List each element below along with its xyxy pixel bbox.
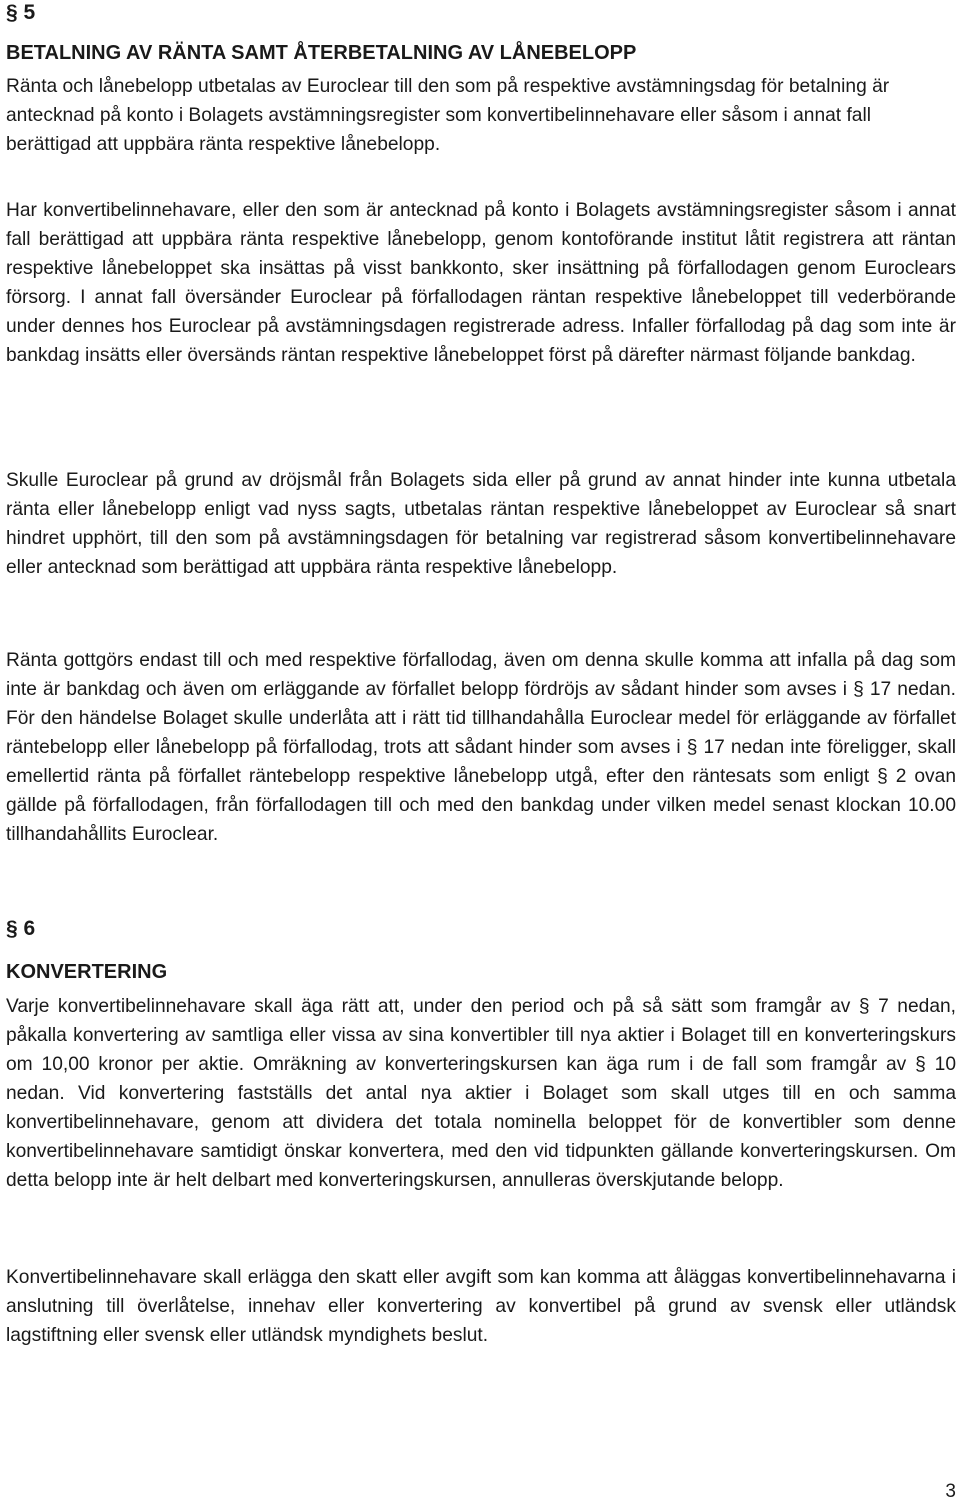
section-heading: KONVERTERING (6, 961, 168, 983)
paragraph: Ränta gottgörs endast till och med respektive förfallodag, även om denna skulle komma att infalla på dag som inte är bankdag och även om erläggande av förfallet belopp fördröjs av sådant hinder som avses i § 17 nedan. För den händelse Bolaget skulle underlåta att i rätt tid tillhandahålla Euroclear medel för erläggande av förfallet räntebelopp eller lånebelopp på förfallodag, trots att sådant hinder som avses i § 17 nedan inte föreligger, skall emellertid ränta på förfallet räntebelopp respektive lånebelopp utgå, efter den räntesats som enligt § 2 ovan gällde på förfallodagen, från förfallodagen till och med den bankdag under vilken medel senast klockan 10.00 tillhandahållits Euroclear. (6, 650, 956, 845)
paragraph: Skulle Euroclear på grund av dröjsmål från Bolagets sida eller på grund av annat hinder inte kunna utbetala ränta eller lånebelopp enligt vad nyss sagts, utbetalas räntan respektive lånebeloppet av Euroclear så snart hindret upphört, till den som på avstämningsdagen för betalning var registrerad såsom konvertibelinnehavare eller antecknad som berättigad att uppbära ränta respektive lånebelopp. (6, 470, 956, 578)
section-number: § 6 (6, 917, 36, 940)
paragraph: Ränta och lånebelopp utbetalas av Euroclear till den som på respektive avstämningsdag för betalning är antecknad på konto i Bolagets avstämningsregister som konvertibelinnehavare eller såsom i annat fall berättigad att uppbära ränta respektive lånebelopp. (6, 76, 890, 155)
paragraph: Konvertibelinnehavare skall erlägga den skatt eller avgift som kan komma att åläggas konvertibelinnehavarna i anslutning till överlåtelse, innehav eller konvertering av konvertibel på grund av svensk eller utländsk lagstiftning eller svensk eller utländsk myndighets beslut. (6, 1267, 956, 1346)
paragraph: Varje konvertibelinnehavare skall äga rätt att, under den period och på så sätt som framgår av § 7 nedan, påkalla konvertering av samtliga eller vissa av sina konvertibler till nya aktier i Bolaget till en konverteringskurs om 10,00 kronor per aktie. Omräkning av konverteringskursen kan äga rum i de fall som framgår av § 10 nedan. Vid konvertering fastställs det antal nya aktier i Bolaget som skall utges till en och samma konvertibelinnehavare, genom att dividera det totala nominella beloppet för de konvertibler som denne konvertibelinnehavare samtidigt önskar konvertera, med den vid tidpunkten gällande konverteringskursen. Om detta belopp inte är helt delbart med konverteringskursen, annulleras överskjutande belopp. (6, 996, 956, 1191)
section-heading: BETALNING AV RÄNTA SAMT ÅTERBETALNING AV LÅNEBELOPP (6, 42, 637, 64)
section-number: § 5 (6, 1, 36, 24)
page-number: 3 (945, 1481, 956, 1502)
paragraph: Har konvertibelinnehavare, eller den som är antecknad på konto i Bolagets avstämningsregister såsom i annat fall berättigad att uppbära ränta respektive lånebelopp, genom kontoförande institut låtit registrera att räntan respektive lånebeloppet ska insättas på visst bankkonto, sker insättning på förfallodagen genom Euroclears försorg. I annat fall översänder Euroclear på förfallodagen räntan respektive lånebeloppet till vederbörande under dennes hos Euroclear på avstämningsdagen registrerade adress. Infaller förfallodag på dag som inte är bankdag insätts eller översänds räntan respektive lånebeloppet först på därefter närmast följande bankdag. (6, 200, 956, 366)
